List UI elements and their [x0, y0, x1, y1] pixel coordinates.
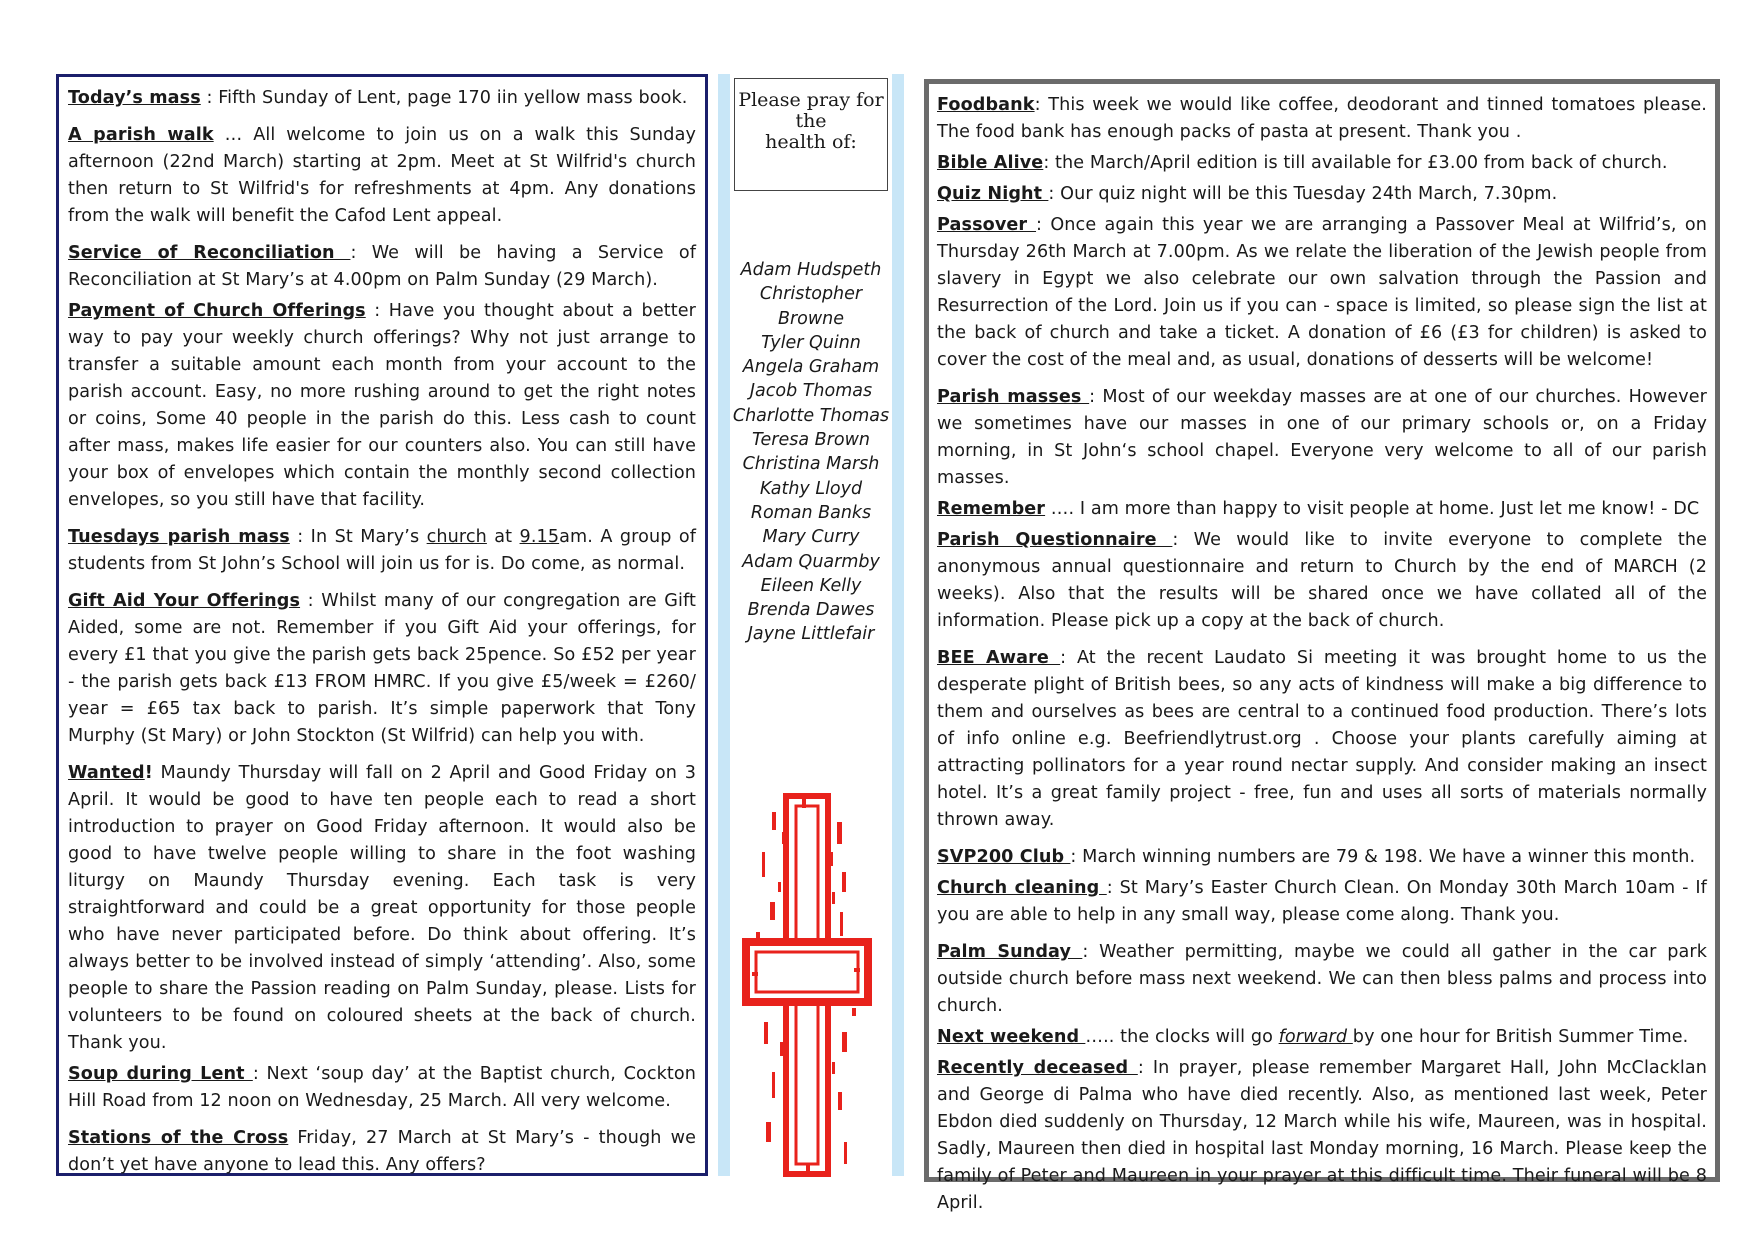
- prayer-heading-line1: Please pray for: [738, 89, 884, 111]
- notice-heading: Quiz Night: [937, 184, 1049, 204]
- prayer-name: Angela Graham: [742, 357, 880, 378]
- cross-stroke: [832, 892, 835, 904]
- cross-stroke: [837, 822, 842, 844]
- notice-body: Most of our weekday masses are at one of our churches. However we sometimes have our masses in one of our primary schools or, on a Friday morning, in St John‘s school chapel. Everyone very welcome to all of our parish masses.: [937, 387, 1707, 488]
- notice-parish-walk: A parish walk … All welcome to join us on a walk this Sunday afternoon (22nd March) starting at 2pm. Meet at St Wilfrid's church then return to St Wilfrid's for refreshments at 4pm. Any donations from the walk will benefit the Cafod Lent appeal.: [68, 125, 696, 226]
- notice-body: St Mary’s Easter Church Clean. On Monday 30th March 10am - If you are able to help in any small way, please come along. Thank you.: [937, 878, 1707, 925]
- cross-stroke: [838, 1092, 842, 1110]
- notice-heading: Today’s mass: [68, 88, 201, 108]
- notice-palm-sunday: Palm Sunday : Weather permitting, maybe we could all gather in the car park outside church before mass next weekend. We can then bless palms and process into church.: [937, 942, 1707, 1016]
- notice-body: Whilst many of our congregation are Gift Aided, some are not. Remember if you Gift Aid your offerings, for every £1 that you give the parish gets back 25pence. So £52 per year - the parish gets back £13 FROM HMRC. If you give £5/week = £260/ year = £65 tax back to parish. It’s simple paperwork that Tony Murphy (St Mary) or John Stockton (St Wilfrid) can help you with.: [68, 591, 696, 746]
- cross-stroke: [806, 1164, 810, 1174]
- prayer-name: Adam Hudspeth: [740, 260, 882, 280]
- prayer-name: Tyler Quinn: [761, 332, 861, 353]
- notice-soup: Soup during Lent : Next ‘soup day’ at the Baptist church, Cockton Hill Road from 12 noon on Wednesday, 25 March. All very welcome.: [68, 1064, 696, 1111]
- notice-body: March winning numbers are 79 & 198. We have a winner this month.: [1082, 847, 1696, 867]
- notice-parish-masses: Parish masses : Most of our weekday masses are at one of our churches. However we sometimes have our masses in one of our primary schools or, on a Friday morning, in St John‘s school chapel. Everyone very welcome to all of our parish masses.: [937, 387, 1707, 488]
- prayer-name: Charlotte Thomas: [732, 405, 890, 426]
- notice-heading: Remember: [937, 499, 1046, 519]
- prayer-heading-line2: the: [795, 110, 827, 132]
- notice-wanted: Wanted! Maundy Thursday will fall on 2 April and Good Friday on 3 April. It would be good to have ten people each to read a short introduction to prayer on Good Friday afternoon. It would also be good to have twelve people willing to share in the foot washing liturgy on Maundy Thursday evening. Each task is very straightforward and could be a great opportunity for those people who have never participated before. Do think about offering. It’s always better to be involved instead of simply ‘attending’. Also, some people to share the Passion reading on Palm Sunday, please. Lists for volunteers to be found on coloured sheets at the back of church. Thank you.: [68, 763, 696, 1053]
- cross-stroke: [752, 972, 758, 976]
- prayer-heading-line3: health of:: [765, 131, 857, 153]
- prayer-name: Christopher: [759, 284, 863, 305]
- notice-heading: Tuesdays parish mass: [68, 527, 290, 547]
- notice-recently-deceased: Recently deceased : In prayer, please remember Margaret Hall, John McClacklan and George di Palma who have died recently. Also, as mentioned last week, Peter Ebdon died suddenly on Thursday, 12 March while his wife, Maureen, was in hospital. Sadly, Maureen then died in hospital last Monday morning, 16 March. Please keep the family of Peter and Maureen in your prayer at this difficult time. Their funeral will be 8 April.: [937, 1058, 1707, 1213]
- cross-stroke: [842, 872, 846, 892]
- notice-body: At the recent Laudato Si meeting it was brought home to us the desperate plight of British bees, so any acts of kindness will make a big difference to them and ourselves as bees are central to a continued food production. There’s lots of info online e.g. Beefriendlytrust.org . Choose your plants carefully aiming at attracting pollinators for a year round nectar supply. And consider making an insect hotel. It’s a great family project - free, fun and uses all sorts of materials normally thrown away.: [937, 648, 1707, 830]
- notice-body: Once again this year we are arranging a Passover Meal at Wilfrid’s, on Thursday 26th March at 7.00pm. As we relate the liberation of the Jewish people from slavery in Egypt we also celebrate our own salvation through the Passion and Resurrection of the Lord. Join us if you can - space is limited, so please sign the list at the back of church and take a ticket. A donation of £6 (£3 for children) is asked to cover the cost of the meal and, as usual, donations of desserts will be welcome!: [937, 215, 1707, 370]
- cross-stroke: [778, 882, 781, 892]
- notice-reconciliation: Service of Reconciliation : We will be having a Service of Reconciliation at St Mary’s at 4.00pm on Palm Sunday (29 March).: [68, 243, 697, 290]
- prayer-name: Browne: [777, 308, 845, 329]
- cross-stroke: [854, 968, 860, 972]
- notice-body: This week we would like coffee, deodorant and tinned tomatoes please. The food bank has enough packs of pasta at present. Thank you .: [937, 95, 1707, 142]
- notice-quiz-night: Quiz Night : Our quiz night will be this Tuesday 24th March, 7.30pm.: [937, 184, 1558, 204]
- cross-stroke: [756, 932, 760, 940]
- notice-body: Fifth Sunday of Lent, page 170 iin yellow mass book.: [218, 88, 688, 108]
- notice-body: I am more than happy to visit people at home. Just let me know! - DC: [1079, 499, 1700, 519]
- prayer-name: Jacob Thomas: [749, 381, 873, 402]
- prayer-name: Teresa Brown: [752, 430, 870, 451]
- cross-stroke: [802, 798, 806, 808]
- notice-stations: [68, 1125, 696, 1179]
- prayer-name: Adam Quarmby: [742, 551, 880, 572]
- notice-heading: SVP200 Club: [937, 847, 1071, 867]
- notice-svp-club: SVP200 Club : March winning numbers are 79 & 198. We have a winner this month.: [937, 847, 1696, 867]
- prayer-name: Brenda Dawes: [747, 600, 875, 621]
- notice-heading: Bible Alive: [937, 153, 1044, 173]
- notice-heading: Payment of Church Offerings: [68, 301, 366, 321]
- notice-heading: Gift Aid Your Offerings: [68, 591, 301, 611]
- cross-stroke: [780, 1042, 783, 1056]
- notice-tuesdays-mass: Tuesdays parish mass : In St Mary’s church at 9.15am. A group of students from St John’s School will join us for is. Do come, as normal.: [68, 527, 697, 574]
- notice-heading: Stations of the Cross: [68, 1128, 289, 1148]
- notice-body: We will be having a Service of Reconciliation at St Mary’s at 4.00pm on Palm Sunday (29 March).: [68, 243, 697, 290]
- notice-next-weekend: Next weekend ….. the clocks will go forward by one hour for British Summer Time.: [937, 1027, 1689, 1047]
- notice-heading: Service of Reconciliation: [68, 243, 351, 263]
- notice-gift-aid: Gift Aid Your Offerings : Whilst many of our congregation are Gift Aided, some are not. Remember if you Gift Aid your offerings, for every £1 that you give the parish gets back 25pence. So £52 per year - the parish gets back £13 FROM HMRC. If you give £5/week = £260/ year = £65 tax back to parish. It’s simple paperwork that Tony Murphy (St Mary) or John Stockton (St Wilfrid) can help you with.: [68, 591, 696, 746]
- notice-todays-mass: Today’s mass : Fifth Sunday of Lent, page 170 iin yellow mass book.: [68, 88, 688, 108]
- prayer-heading-box: [734, 78, 888, 191]
- cross-stroke: [844, 1142, 847, 1164]
- prayer-name: Jayne Littlefair: [747, 624, 875, 645]
- prayer-name: Eileen Kelly: [760, 575, 862, 596]
- notice-heading: Passover: [937, 215, 1037, 235]
- notice-heading: Recently deceased: [937, 1058, 1138, 1078]
- cross-stroke: [766, 1122, 771, 1142]
- prayer-name: Kathy Lloyd: [759, 478, 863, 499]
- prayer-name: Mary Curry: [762, 527, 860, 548]
- notice-heading: Wanted: [68, 763, 145, 783]
- cross-stroke: [770, 902, 775, 920]
- cross-stroke: [852, 1008, 856, 1016]
- notice-heading: Parish masses: [937, 387, 1090, 407]
- notice-body: Maundy Thursday will fall on 2 April and Good Friday on 3 April. It would be good to have ten people each to read a short introduction to prayer on Good Friday afternoon. It would also be good to have twelve people willing to share in the foot washing liturgy on Maundy Thursday evening. Each task is very straightforward and could be a great opportunity for those people who have never participated before. Do think about offering. It’s always better to be involved instead of simply ‘attending’. Also, some people to share the Passion reading on Palm Sunday, please. Lists for volunteers to be found on coloured sheets at the back of church. Thank you.: [68, 763, 696, 1053]
- notice-body: Our quiz night will be this Tuesday 24th March, 7.30pm.: [1060, 184, 1558, 204]
- notice-passover: Passover : Once again this year we are arranging a Passover Meal at Wilfrid’s, on Thursday 26th March at 7.00pm. As we relate the liberation of the Jewish people from slavery in Egypt we also celebrate our own salvation through the Passion and Resurrection of the Lord. Join us if you can - space is limited, so please sign the list at the back of church and take a ticket. A donation of £6 (£3 for children) is asked to cover the cost of the meal and, as usual, donations of desserts will be welcome!: [937, 215, 1707, 370]
- notice-questionnaire: Parish Questionnaire : We would like to invite everyone to complete the anonymous annual questionnaire and return to Church by the end of MARCH (2 weeks). Also that the results will be shared once we have collated all of the information. Please pick up a copy at the back of church.: [937, 530, 1707, 631]
- cross-stroke: [762, 852, 765, 877]
- cross-stroke: [840, 912, 843, 936]
- cross-stroke: [782, 832, 785, 844]
- notice-body: Friday, 27 March at St Mary’s - though we don’t yet have anyone to lead this. Any offers?: [68, 1128, 696, 1175]
- notice-offerings: Payment of Church Offerings : Have you thought about a better way to pay your weekly church offerings? Why not just arrange to transfer a suitable amount each month from your account to the parish account. Easy, no more rushing around to get the right notes or coins, Some 40 people in the parish do this. Less cash to count after mass, makes life easier for our counters also. You can still have your box of envelopes which contain the monthly second collection envelopes, so you still have that facility.: [68, 301, 697, 510]
- notice-body: Weather permitting, maybe we could all gather in the car park outside church before mass next weekend. We can then bless palms and process into church.: [937, 942, 1707, 1016]
- right-notices-panel: [924, 79, 1720, 1213]
- cross-stroke: [832, 1062, 835, 1074]
- cross-stroke: [764, 1022, 768, 1044]
- cross-stroke: [772, 1072, 775, 1098]
- cross-stroke: [772, 812, 776, 830]
- notice-foodbank: Foodbank: This week we would like coffee, deodorant and tinned tomatoes please. The food bank has enough packs of pasta at present. Thank you .: [937, 95, 1707, 142]
- notice-bible-alive: Bible Alive: the March/April edition is till available for £3.00 from back of church.: [937, 153, 1668, 173]
- notice-body: Next ‘soup day’ at the Baptist church, Cockton Hill Road from 12 noon on Wednesday, 25 March. All very welcome.: [68, 1064, 696, 1111]
- notice-heading: Soup during Lent: [68, 1064, 253, 1084]
- notice-heading: BEE Aware: [937, 648, 1061, 668]
- notice-body: Have you thought about a better way to pay your weekly church offerings? Why not just arrange to transfer a suitable amount each month from your account to the parish account. Easy, no more rushing around to get the right notes or coins, Some 40 people in the parish do this. Less cash to count after mass, makes life easier for our counters also. You can still have your box of envelopes which contain the monthly second collection envelopes, so you still have that facility.: [68, 301, 697, 510]
- notice-heading: Parish Questionnaire: [937, 530, 1173, 550]
- notice-remember: Remember …. I am more than happy to visit people at home. Just let me know! - DC: [937, 499, 1700, 519]
- left-notices-panel: [56, 74, 708, 1176]
- notice-heading: Next weekend: [937, 1027, 1086, 1047]
- notice-heading: Foodbank: [937, 95, 1035, 115]
- notice-church-cleaning: Church cleaning : St Mary’s Easter Church Clean. On Monday 30th March 10am - If you are able to help in any small way, please come along. Thank you.: [937, 878, 1707, 925]
- notice-heading: Palm Sunday: [937, 942, 1083, 962]
- notice-body: We would like to invite everyone to complete the anonymous annual questionnaire and return to Church by the end of MARCH (2 weeks). Also that the results will be shared once we have collated all of the information. Please pick up a copy at the back of church.: [937, 530, 1707, 631]
- red-cross-icon: [742, 792, 872, 1178]
- notice-heading: Church cleaning: [937, 878, 1107, 898]
- notice-body: In prayer, please remember Margaret Hall, John McClacklan and George di Palma who have died recently. Also, as mentioned last week, Peter Ebdon died suddenly on Thursday, 12 March while his wife, Maureen, was in hospital. Sadly, Maureen then died in hospital last Monday morning, 16 March. Please keep the family of Peter and Maureen in your prayer at this difficult time. Their funeral will be 8 April.: [937, 1058, 1707, 1213]
- cross-shape: [746, 796, 868, 1174]
- prayer-name: Roman Banks: [750, 502, 872, 523]
- notice-body: the March/April edition is till available for £3.00 from back of church.: [1055, 153, 1668, 173]
- prayer-name: Christina Marsh: [742, 454, 880, 475]
- prayer-names-list: [730, 258, 892, 647]
- cross-stroke: [842, 1032, 847, 1052]
- notice-heading: A parish walk: [68, 125, 214, 145]
- notice-bee-aware: BEE Aware : At the recent Laudato Si meeting it was brought home to us the desperate plight of British bees, so any acts of kindness will make a big difference to them and ourselves as bees are central to a continued food production. There’s lots of info online e.g. Beefriendlytrust.org . Choose your plants carefully aiming at attracting pollinators for a year round nectar supply. And consider making an insect hotel. It’s a great family project - free, fun and uses all sorts of materials normally thrown away.: [937, 648, 1707, 830]
- notice-body: All welcome to join us on a walk this Sunday afternoon (22nd March) starting at 2pm. Meet at St Wilfrid's church then return to St Wilfrid's for refreshments at 4pm. Any donations from the walk will benefit the Cafod Lent appeal.: [68, 125, 696, 226]
- cross-stroke: [830, 852, 833, 866]
